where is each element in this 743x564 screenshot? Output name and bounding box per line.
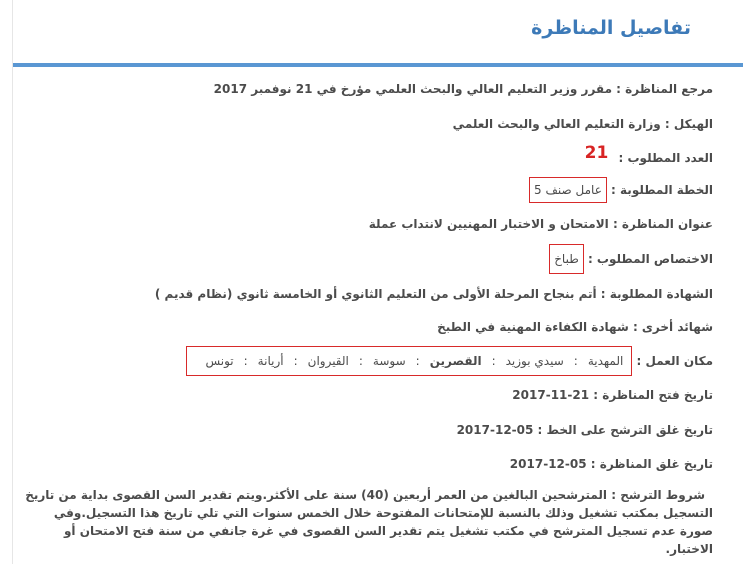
location-item: سوسة (372, 354, 406, 368)
specialty-row (549, 244, 713, 274)
workplace-row (186, 346, 713, 376)
close-line-date-value: 05-12-2017 (456, 423, 534, 437)
conditions-block (23, 486, 713, 558)
reference-value: مقرر وزير التعليم العالي والبحث العلمي مؤرخ في 21 نوفمبر 2017 (213, 82, 612, 96)
structure-label: الهيكل : (660, 117, 713, 131)
degree-value: أتم بنجاح المرحلة الأولى من التعليم الثانوي أو الخامسة ثانوي (نظام قديم ) (154, 287, 597, 301)
page-title: تفاصيل المناظرة (531, 17, 691, 39)
open-date-row (512, 387, 713, 403)
title-value: الامتحان و الاختبار المهنيين لانتداب عملة (368, 217, 609, 231)
specialty-value: طباخ (549, 244, 584, 274)
open-date-label: تاريخ فتح المناظرة : (589, 388, 713, 402)
count-row (584, 143, 713, 165)
position-value: عامل صنف 5 (529, 177, 607, 203)
title-label: عنوان المناظرة : (608, 217, 713, 231)
count-label: العدد المطلوب : (614, 151, 713, 165)
close-date-row (510, 456, 713, 472)
location-item: تونس (205, 354, 234, 368)
close-line-date-label: تاريخ غلق الترشح على الخط : (533, 423, 713, 437)
close-line-date-row (457, 422, 713, 438)
location-separator: : (491, 354, 496, 368)
title-row (369, 216, 713, 232)
conditions-value: المترشحين البالغين من العمر أربعين (40) سنة على الأكثر.ويتم تقدير السن القصوى بداية من تاريخ التسجيل بمكتب تشغيل وذلك بالنسبة للإمتحانات المفتوحة خلال الخمس سنوات التي تلي تاريخ هذا التسجيل.وفي صورة عدم تسجيل المترشح في مكتب تشغيل يتم تقدير السن القصوى في غرة جانفي من سنة فتح الامتحان أو الاختبار. (25, 488, 713, 556)
count-value: 21 (584, 143, 609, 163)
position-label: الخطة المطلوبة : (606, 183, 713, 197)
degree-row (155, 286, 713, 302)
conditions-label: شروط الترشح : (607, 488, 705, 502)
structure-value: وزارة التعليم العالي والبحث العلمي (452, 117, 661, 131)
location-separator: : (573, 354, 578, 368)
location-item: سيدي بوزيد (505, 354, 564, 368)
other-certs-row (437, 319, 713, 335)
workplace-locations (186, 346, 632, 376)
workplace-label: مكان العمل : (632, 354, 713, 368)
close-date-label: تاريخ غلق المناظرة : (586, 457, 713, 471)
location-item: القصرين (429, 354, 482, 368)
specialty-label: الاختصاص المطلوب : (583, 252, 713, 266)
other-certs-label: شهائد أخرى : (628, 320, 713, 334)
open-date-value: 21-11-2017 (512, 388, 590, 402)
reference-label: مرجع المناظرة : (612, 82, 713, 96)
competition-details-panel (12, 0, 743, 564)
location-item: القيروان (307, 354, 349, 368)
location-separator: : (243, 354, 248, 368)
degree-label: الشهادة المطلوبة : (596, 287, 713, 301)
structure-row (453, 116, 713, 132)
position-row (529, 177, 713, 203)
panel-header (13, 0, 743, 67)
close-date-value: 05-12-2017 (509, 457, 587, 471)
location-item: المهدية (587, 354, 624, 368)
location-item: أريانة (257, 354, 284, 368)
location-separator: : (415, 354, 420, 368)
reference-row (214, 81, 713, 97)
location-separator: : (293, 354, 298, 368)
location-separator: : (358, 354, 363, 368)
other-certs-value: شهادة الكفاءة المهنية في الطبخ (437, 320, 629, 334)
